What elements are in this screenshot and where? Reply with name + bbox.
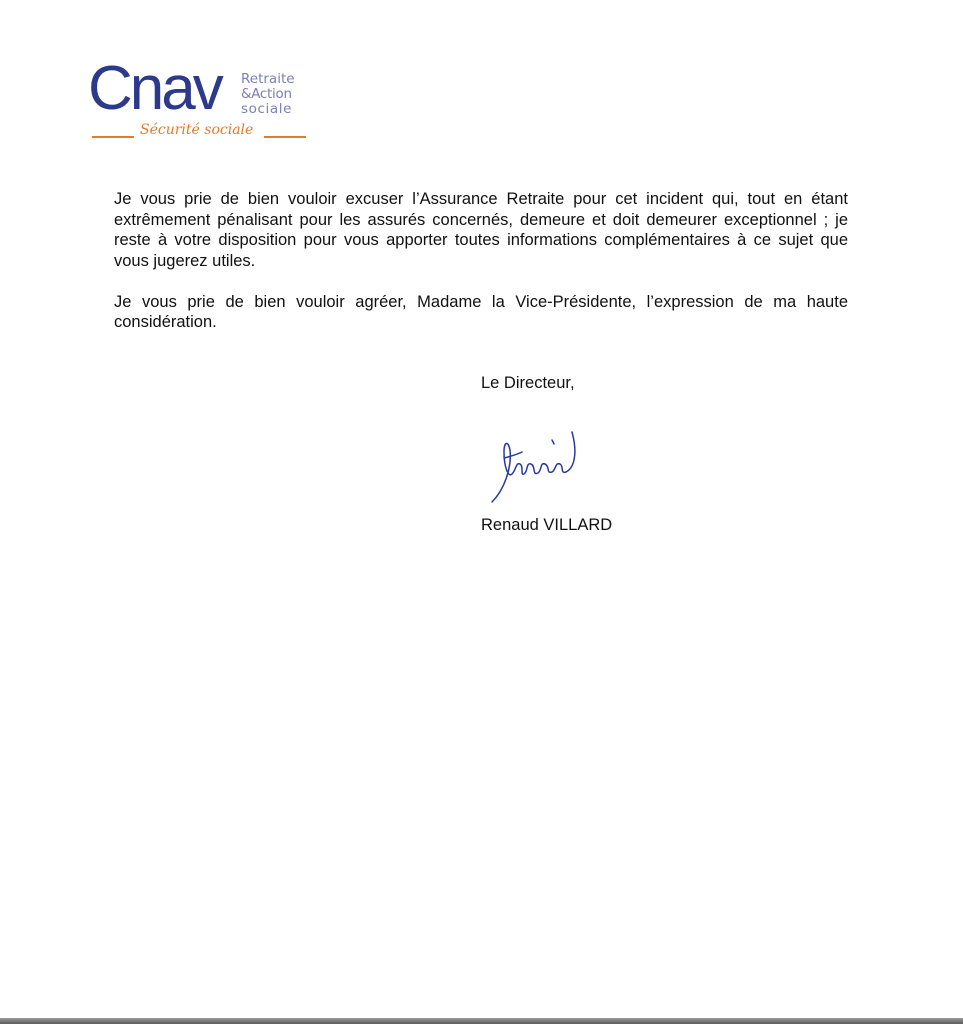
letter-body	[114, 189, 848, 353]
logo-tagline	[241, 72, 295, 117]
signature-stroke-dot	[552, 440, 554, 444]
paragraph-apology: Je vous prie de bien vouloir excuser l’Assurance Retraite pour cet incident qui, tout en étant extrêmement pénalisant pour les assurés concernés, demeure et doit demeurer exceptionnel ; je reste à votre disposition pour vous apporter toutes informations complémentaires à ce sujet que vous jugerez utiles.	[114, 190, 848, 270]
signer-name: Renaud VILLARD	[481, 516, 613, 534]
logo-rule-right	[264, 136, 306, 138]
logo-tagline-line-1: Retraite	[241, 71, 295, 87]
closing-title: Le Directeur,	[481, 374, 575, 392]
signature-stroke-main	[492, 432, 575, 502]
logo-rule-left	[92, 136, 134, 138]
handwritten-signature	[482, 418, 586, 508]
logo-tagline-line-2: &Action	[241, 86, 292, 102]
logo-subtitle: Sécurité sociale	[140, 122, 254, 138]
signature-stroke-tick	[504, 452, 522, 458]
logo-wordmark: Cnav	[88, 54, 221, 123]
logo-tagline-line-3: sociale	[241, 101, 292, 117]
page-bottom-edge	[0, 1018, 963, 1024]
paragraph-closing-formula: Je vous prie de bien vouloir agréer, Madame la Vice-Présidente, l’expression de ma haute considération.	[114, 292, 848, 331]
cnav-logo	[88, 54, 312, 142]
